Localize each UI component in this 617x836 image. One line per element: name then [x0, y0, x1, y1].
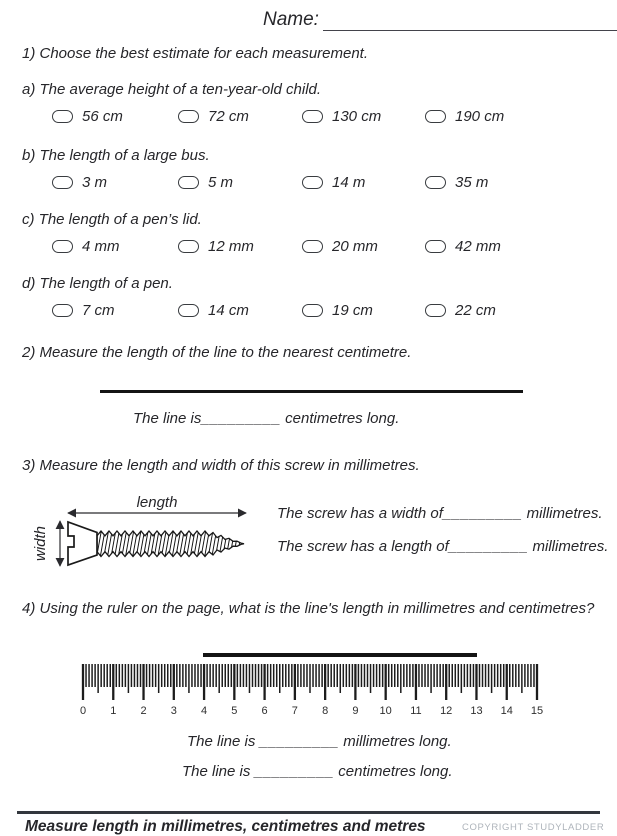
- q1b-options: [52, 174, 592, 192]
- answer-option[interactable]: [302, 238, 378, 255]
- radio-bubble-icon[interactable]: [178, 240, 199, 253]
- q3-width-sentence: [277, 505, 603, 522]
- answer-option[interactable]: [178, 108, 249, 125]
- radio-bubble-icon[interactable]: [425, 304, 446, 317]
- svg-text:15: 15: [530, 705, 544, 717]
- option-label: 72 cm: [208, 108, 249, 125]
- footer-divider: [17, 811, 600, 814]
- q1d-options: [52, 302, 592, 320]
- svg-text:5: 5: [231, 705, 238, 717]
- q4-mm-prefix: The line is: [187, 733, 260, 750]
- svg-text:8: 8: [322, 705, 329, 717]
- q1c-label: c) The length of a pen’s lid.: [22, 211, 202, 228]
- svg-text:10: 10: [379, 705, 392, 717]
- screw-length-label: length: [136, 494, 178, 511]
- q3-width-suffix: millimetres.: [522, 505, 603, 522]
- q4-cm-sentence: [182, 763, 453, 780]
- option-label: 14 cm: [208, 302, 249, 319]
- ruler: [70, 663, 550, 717]
- svg-text:3: 3: [170, 705, 177, 717]
- q3-length-prefix: The screw has a length of: [277, 538, 449, 555]
- answer-option[interactable]: [52, 238, 120, 255]
- radio-bubble-icon[interactable]: [52, 304, 73, 317]
- svg-text:11: 11: [410, 705, 422, 717]
- q4-mm-sentence: [187, 733, 452, 750]
- radio-bubble-icon[interactable]: [178, 176, 199, 189]
- answer-blank[interactable]: _________: [201, 410, 281, 427]
- q3-title: 3) Measure the length and width of this screw in millimetres.: [22, 457, 420, 474]
- radio-bubble-icon[interactable]: [425, 240, 446, 253]
- answer-option[interactable]: [52, 174, 107, 191]
- q2-measure-line: [100, 390, 523, 393]
- screw-head: [68, 522, 97, 565]
- option-label: 35 m: [455, 174, 489, 191]
- answer-option[interactable]: [178, 238, 254, 255]
- q4-cm-prefix: The line is: [182, 763, 255, 780]
- radio-bubble-icon[interactable]: [178, 110, 199, 123]
- q1a-label: a) The average height of a ten-year-old child.: [22, 81, 322, 98]
- radio-bubble-icon[interactable]: [302, 240, 323, 253]
- q1b-label: b) The length of a large bus.: [22, 147, 210, 164]
- answer-blank[interactable]: _________: [442, 505, 523, 522]
- option-label: 190 cm: [455, 108, 505, 125]
- option-label: 56 cm: [82, 108, 123, 125]
- q4-mm-suffix: millimetres long.: [339, 733, 452, 750]
- radio-bubble-icon[interactable]: [302, 110, 323, 123]
- svg-text:2: 2: [140, 705, 147, 717]
- footer-title: Measure length in millimetres, centimetres and metres: [25, 818, 426, 835]
- svg-text:4: 4: [201, 705, 208, 717]
- answer-option[interactable]: [425, 302, 496, 319]
- svg-text:9: 9: [352, 705, 359, 717]
- q1a-options: [52, 108, 592, 126]
- option-label: 14 m: [332, 174, 366, 191]
- option-label: 12 mm: [208, 238, 254, 255]
- q2-answer-prefix: The line is: [133, 410, 202, 427]
- answer-blank[interactable]: _________: [254, 763, 335, 780]
- ruler-ticks: [83, 664, 537, 700]
- q1d-label: d) The length of a pen.: [22, 275, 173, 292]
- svg-text:14: 14: [500, 705, 513, 717]
- option-label: 7 cm: [82, 302, 115, 319]
- svg-text:1: 1: [110, 705, 117, 717]
- screw-diagram: [28, 488, 263, 583]
- option-label: 3 m: [82, 174, 108, 191]
- name-label: Name:: [263, 9, 319, 30]
- q2-answer-suffix: centimetres long.: [280, 410, 400, 427]
- q1c-options: [52, 238, 592, 256]
- q2-title: 2) Measure the length of the line to the nearest centimetre.: [22, 344, 412, 361]
- answer-option[interactable]: [52, 302, 115, 319]
- answer-blank[interactable]: _________: [448, 538, 529, 555]
- footer-copyright: COPYRIGHT STUDYLADDER: [462, 822, 605, 833]
- radio-bubble-icon[interactable]: [425, 176, 446, 189]
- q4-measure-line: [203, 653, 477, 657]
- svg-text:7: 7: [291, 705, 298, 717]
- screw-width-label: width: [32, 525, 49, 562]
- q2-answer-sentence: [133, 410, 399, 427]
- q3-width-prefix: The screw has a width of: [277, 505, 443, 522]
- svg-text:0: 0: [79, 705, 87, 717]
- answer-option[interactable]: [302, 302, 373, 319]
- answer-option[interactable]: [425, 108, 504, 125]
- radio-bubble-icon[interactable]: [425, 110, 446, 123]
- option-label: 5 m: [208, 174, 234, 191]
- name-blank-line[interactable]: [323, 8, 617, 31]
- option-label: 20 mm: [332, 238, 378, 255]
- radio-bubble-icon[interactable]: [52, 110, 73, 123]
- radio-bubble-icon[interactable]: [52, 176, 73, 189]
- q1-title: 1) Choose the best estimate for each measurement.: [22, 45, 369, 62]
- answer-blank[interactable]: _________: [259, 733, 340, 750]
- option-label: 19 cm: [332, 302, 373, 319]
- radio-bubble-icon[interactable]: [178, 304, 199, 317]
- radio-bubble-icon[interactable]: [302, 176, 323, 189]
- option-label: 42 mm: [455, 238, 501, 255]
- option-label: 4 mm: [82, 238, 120, 255]
- svg-text:6: 6: [261, 705, 268, 717]
- option-label: 130 cm: [332, 108, 382, 125]
- answer-option[interactable]: [178, 302, 249, 319]
- option-label: 22 cm: [455, 302, 496, 319]
- q4-title: 4) Using the ruler on the page, what is the line's length in millimetres and centimetres?: [22, 600, 595, 617]
- answer-option[interactable]: [178, 174, 233, 191]
- q3-length-sentence: [277, 538, 608, 555]
- svg-text:12: 12: [440, 705, 453, 717]
- ruler-numbers: [80, 705, 543, 717]
- name-row: [263, 8, 617, 31]
- answer-option[interactable]: [302, 174, 365, 191]
- answer-option[interactable]: [302, 108, 381, 125]
- radio-bubble-icon[interactable]: [52, 240, 73, 253]
- answer-option[interactable]: [425, 238, 501, 255]
- q4-cm-suffix: centimetres long.: [334, 763, 453, 780]
- q3-length-suffix: millimetres.: [528, 538, 609, 555]
- answer-option[interactable]: [52, 108, 123, 125]
- svg-text:13: 13: [470, 705, 483, 717]
- radio-bubble-icon[interactable]: [302, 304, 323, 317]
- answer-option[interactable]: [425, 174, 488, 191]
